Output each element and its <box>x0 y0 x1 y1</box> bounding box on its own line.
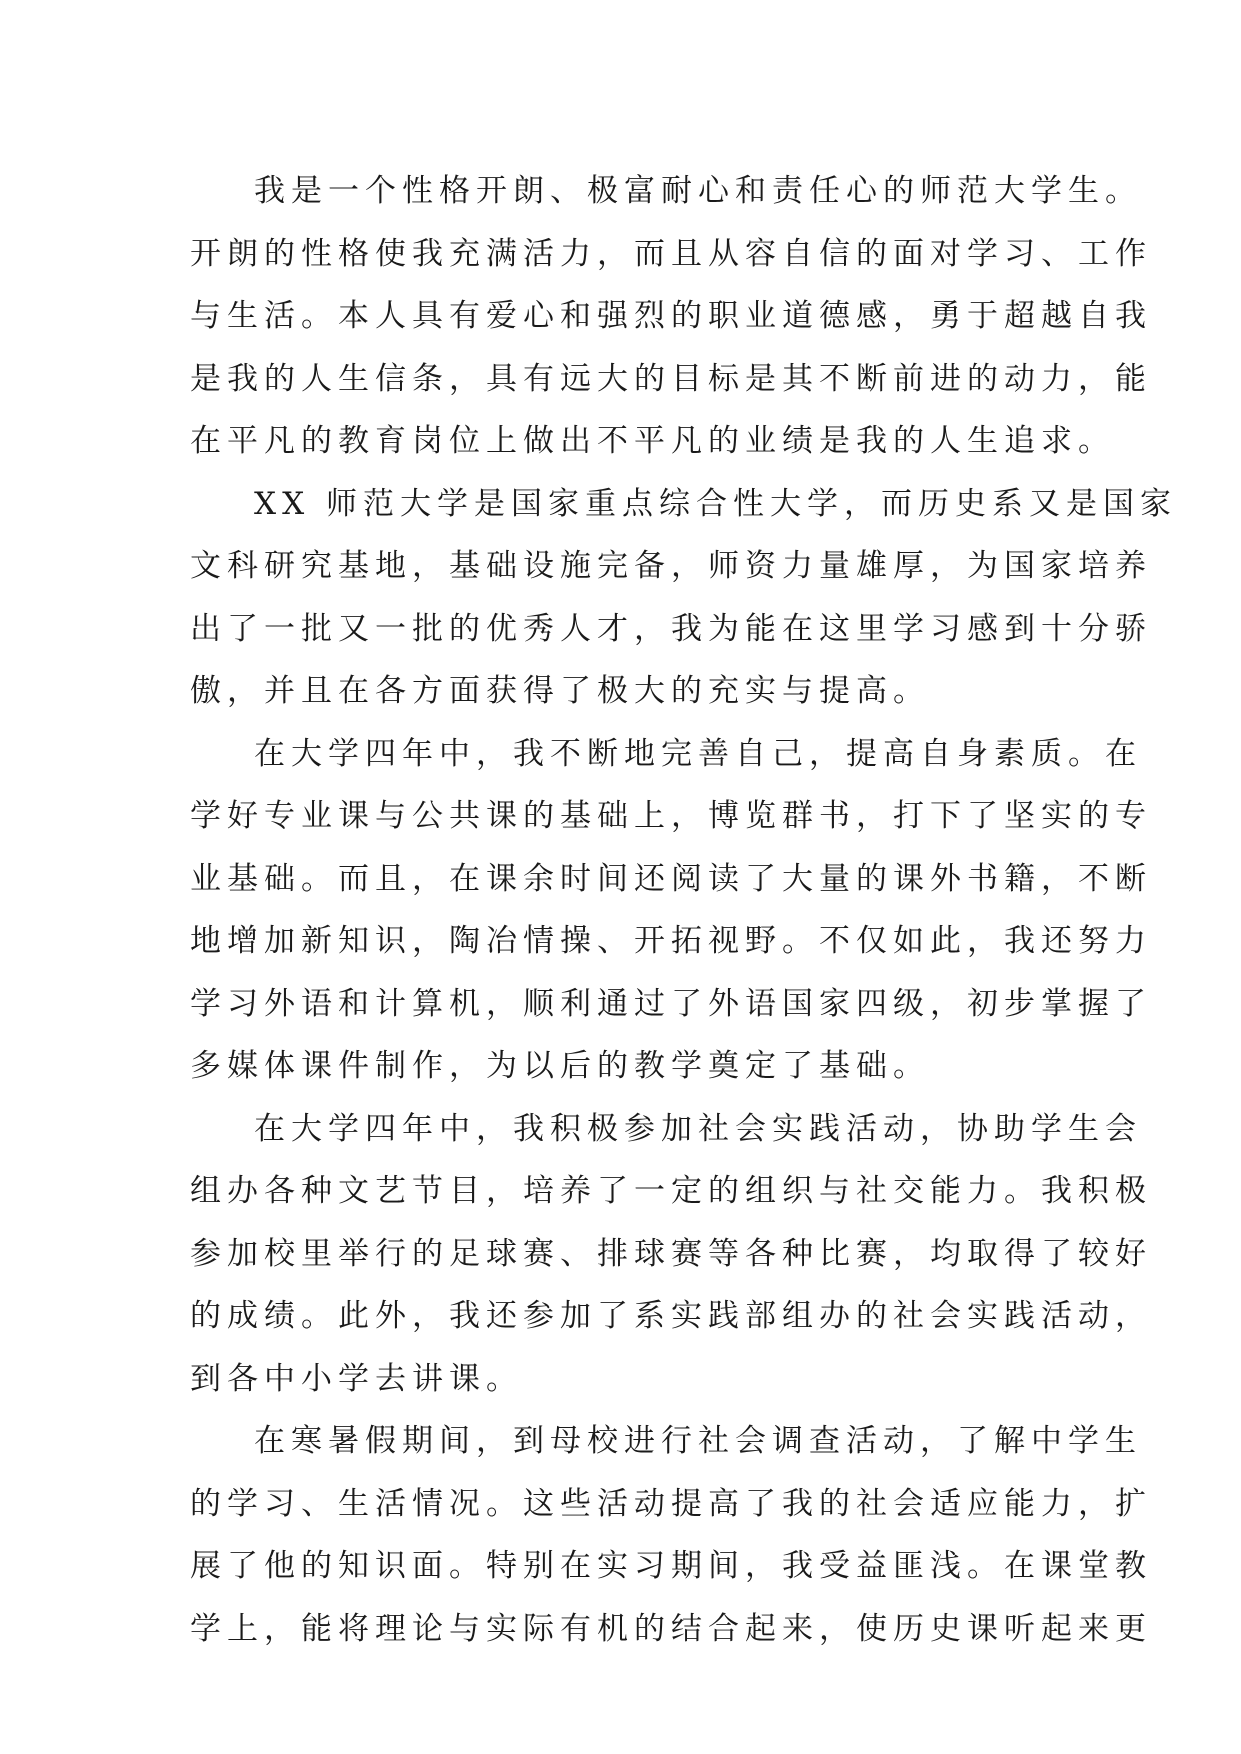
document-body <box>190 160 1177 1660</box>
text-line: XX 师范大学是国家重点综合性大学，而历史系又是国家 <box>254 485 1177 522</box>
text-line: 出了一批又一批的优秀人才，我为能在这里学习感到十分骄 <box>190 610 1152 647</box>
paragraph-2 <box>190 473 1177 723</box>
text-line: 与生活。本人具有爱心和强烈的职业道德感，勇于超越自我 <box>190 298 1152 334</box>
text-line: 组办各种文艺节目，培养了一定的组织与社交能力。我积极 <box>190 1173 1152 1209</box>
text-line: 在大学四年中，我不断地完善自己，提高自身素质。在 <box>254 735 1142 772</box>
text-line: 到各中小学去讲课。 <box>190 1360 523 1397</box>
text-line: 参加校里举行的足球赛、排球赛等各种比赛，均取得了较好 <box>190 1235 1152 1272</box>
text-line: 学上，能将理论与实际有机的结合起来，使历史课听起来更 <box>190 1610 1152 1647</box>
text-line: 我是一个性格开朗、极富耐心和责任心的师范大学生。 <box>254 173 1142 209</box>
text-line: 傲，并且在各方面获得了极大的充实与提高。 <box>190 673 930 709</box>
text-line: 的成绩。此外，我还参加了系实践部组办的社会实践活动， <box>190 1298 1152 1334</box>
text-line: 的学习、生活情况。这些活动提高了我的社会适应能力，扩 <box>190 1485 1152 1522</box>
text-line: 文科研究基地，基础设施完备，师资力量雄厚，为国家培养 <box>190 548 1152 584</box>
paragraph-4 <box>190 1098 1152 1411</box>
text-line: 在寒暑假期间，到母校进行社会调查活动，了解中学生 <box>254 1423 1142 1459</box>
text-line: 业基础。而且，在课余时间还阅读了大量的课外书籍，不断 <box>190 860 1152 897</box>
text-line: 多媒体课件制作，为以后的教学奠定了基础。 <box>190 1048 930 1084</box>
text-line: 在平凡的教育岗位上做出不平凡的业绩是我的人生追求。 <box>190 423 1115 459</box>
text-line: 在大学四年中，我积极参加社会实践活动，协助学生会 <box>254 1110 1142 1147</box>
text-line: 是我的人生信条，具有远大的目标是其不断前进的动力，能 <box>190 360 1152 397</box>
paragraph-5 <box>190 1410 1152 1660</box>
text-line: 学习外语和计算机，顺利通过了外语国家四级，初步掌握了 <box>190 985 1152 1022</box>
paragraph-1 <box>190 160 1152 473</box>
text-line: 学好专业课与公共课的基础上，博览群书，打下了坚实的专 <box>190 798 1152 834</box>
text-line: 地增加新知识，陶冶情操、开拓视野。不仅如此，我还努力 <box>190 923 1152 959</box>
paragraph-3 <box>190 723 1152 1098</box>
text-line: 展了他的知识面。特别在实习期间，我受益匪浅。在课堂教 <box>190 1548 1152 1584</box>
text-line: 开朗的性格使我充满活力，而且从容自信的面对学习、工作 <box>190 235 1152 272</box>
